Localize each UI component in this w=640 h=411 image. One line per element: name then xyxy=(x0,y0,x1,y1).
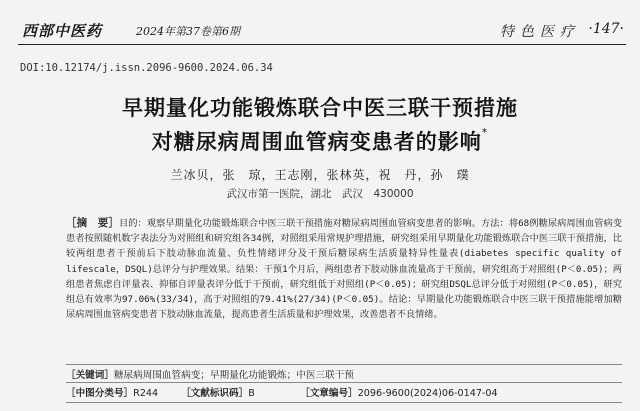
keywords-text: 糖尿病周围血管病变；早期量化功能锻炼；中医三联干预 xyxy=(113,370,354,381)
document-code-value: B xyxy=(248,388,255,399)
affiliation: 武汉市第一医院，湖北 武汉 430000 xyxy=(226,188,414,200)
article-number-label: ［文章编号］ xyxy=(300,388,358,399)
clc-value: R244 xyxy=(133,388,159,399)
issue-info: 2024年第37卷第6期 xyxy=(136,25,240,38)
clc-number xyxy=(66,385,178,399)
article-number xyxy=(300,385,498,399)
classification-line xyxy=(66,382,622,403)
journal-name: 西部中医药 xyxy=(22,22,103,40)
article-number-value: 2096-9600(2024)06-0147-04 xyxy=(357,388,498,399)
article-title-line-1: 早期量化功能锻炼联合中医三联干预措施 xyxy=(122,96,518,120)
document-code-label: ［文献标识码］ xyxy=(181,388,249,399)
article-title-line-2-text: 对糖尿病周围血管病变患者的影响 xyxy=(151,130,482,154)
keywords xyxy=(66,364,622,381)
abstract xyxy=(66,216,622,322)
section-name: 特色医疗 xyxy=(500,24,580,40)
abstract-text: 目的：观察早期量化功能锻炼联合中医三联干预措施对糖尿病周围血管病变患者的影响。方法：将68例糖尿病周围血管病变患者按照随机数字表法分为对照组和研究组各34例，对照组采用常规护理措施，研究组采用早期量化功能锻炼联合中医三联干预措施，比较两组患者干预前后下肢动脉血流量、负性情绪评分及干预后糖尿病生活质量特异性量表(diabetes specific quality of lifescale，DSQL)总评分与护理效果。结果：干预1个月后，两组患者下肢动脉血流量高于干预前，研究组高于对照组(P＜0.05)；两组患者焦虑自评量表、抑郁自评量表评分低于干预前，研究组低于对照组(P＜0.05)；研究组DSQL总评分低于对照组(P＜0.05)，研究组总有效率为97.06%(33/34)，高于对照组的79.41%(27/34)(P＜0.05)。结论：早期量化功能锻炼联合中医三联干预措施能增加糖尿病周围血管病变患者下肢动脉血流量，提高患者生活质量和护理效果，改善患者不良情绪。 xyxy=(66,218,623,321)
page-number: ·147· xyxy=(588,21,624,37)
running-header xyxy=(18,20,626,45)
authors: 兰冰贝，张 琼，王志刚，张林英，祝 丹，孙 璞 xyxy=(170,168,470,182)
funding-mark: * xyxy=(481,126,489,139)
keywords-label: ［关键词］ xyxy=(66,370,114,381)
abstract-label: ［摘 要］ xyxy=(66,217,119,229)
article-title-line-2 xyxy=(0,126,640,156)
document-code xyxy=(181,385,297,399)
clc-label: ［中图分类号］ xyxy=(66,388,134,399)
doi: DOI:10.12174/j.issn.2096-9600.2024.06.34 xyxy=(20,62,273,74)
